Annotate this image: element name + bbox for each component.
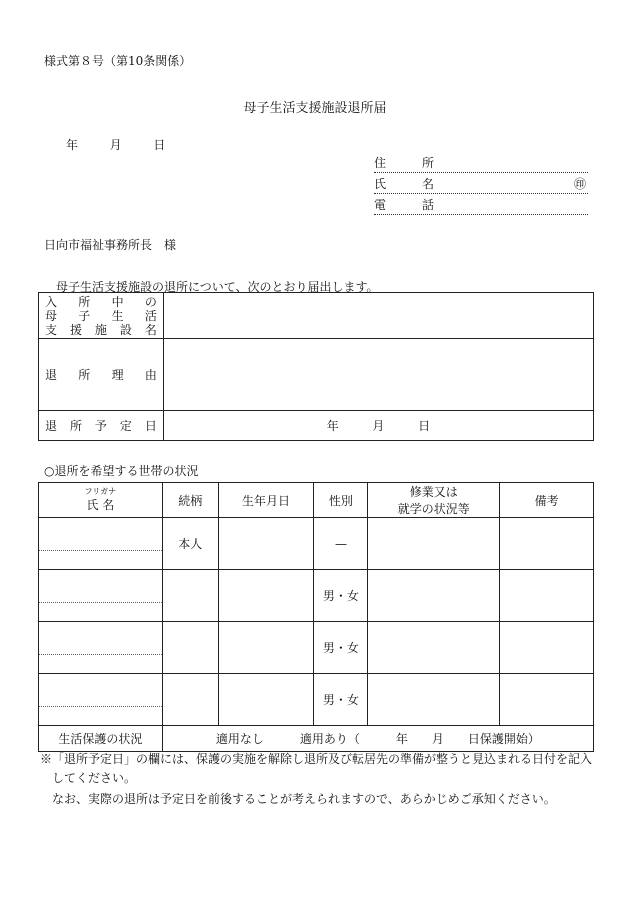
table-row — [39, 622, 594, 674]
address-label-1: 住 — [374, 156, 387, 170]
label-char: 子 — [78, 308, 91, 323]
label-char: 所 — [78, 294, 91, 309]
welfare-options[interactable]: 適用なし 適用あり（ 年 月 日保護開始） — [162, 726, 593, 752]
reason-label — [39, 339, 164, 411]
label-char: 援 — [69, 322, 82, 337]
birthdate-cell[interactable] — [218, 674, 314, 726]
sex-cell[interactable]: 男・女 — [314, 570, 368, 622]
label-char: 所 — [69, 418, 82, 433]
note-1-line-1: ※「退所予定日」の欄には、保護の実施を解除し退所及び転居先の準備が整うと見込まれる日付を記入 — [40, 752, 593, 766]
note-2: なお、実際の退所は予定日を前後することが考えられますので、あらかじめご承知ください。 — [52, 792, 556, 806]
name-label-2: 名 — [422, 177, 435, 191]
submission-date — [66, 136, 165, 153]
planned-month: 月 — [372, 419, 385, 433]
label-char: 由 — [144, 367, 157, 382]
reason-input[interactable] — [163, 339, 593, 411]
sex-cell: — — [314, 518, 368, 570]
label-char: 名 — [144, 322, 157, 337]
sex-cell[interactable]: 男・女 — [314, 622, 368, 674]
document-title: 母子生活支援施設退所届 — [243, 101, 387, 116]
facility-table — [38, 292, 594, 441]
birthdate-cell[interactable] — [218, 622, 314, 674]
intro-text: 母子生活支援施設の退所について、次のとおり届出します。 — [56, 280, 379, 294]
name-cell[interactable] — [39, 570, 163, 622]
name-cell[interactable] — [39, 622, 163, 674]
study-line-2: 就学の状況等 — [397, 502, 470, 516]
recipient: 日向市福祉事務所長 様 — [44, 238, 177, 252]
label-char: 入 — [45, 294, 58, 309]
address-label-2: 所 — [422, 156, 435, 170]
welfare-row — [39, 726, 594, 752]
facility-label-line-1 — [39, 295, 163, 309]
label-char: 生 — [111, 308, 124, 323]
label-char: 所 — [78, 367, 91, 382]
header-sex: 性別 — [314, 483, 368, 518]
label-char: 日 — [144, 418, 157, 433]
date-month: 月 — [109, 138, 122, 152]
label-char: 活 — [144, 308, 157, 323]
remarks-cell[interactable] — [500, 674, 594, 726]
reason-label-text — [39, 368, 163, 382]
planned-date-label — [39, 411, 164, 441]
name-label-1: 氏 — [374, 177, 387, 191]
table-row — [39, 674, 594, 726]
sex-cell[interactable]: 男・女 — [314, 674, 368, 726]
household-heading: ○退所を希望する世帯の状況 — [44, 464, 199, 478]
phone-label-2: 話 — [422, 198, 435, 212]
household-header-row — [39, 483, 594, 518]
label-char: 退 — [45, 367, 58, 382]
header-study — [368, 483, 500, 518]
remarks-cell[interactable] — [500, 622, 594, 674]
relation-cell[interactable] — [162, 622, 218, 674]
table-row — [39, 570, 594, 622]
label-char: 退 — [45, 418, 58, 433]
facility-name-input[interactable] — [163, 293, 593, 339]
facility-label-line-2 — [39, 309, 163, 323]
birthdate-cell[interactable] — [218, 518, 314, 570]
note-1-line-2: してください。 — [52, 771, 137, 785]
label-char: 母 — [45, 308, 58, 323]
study-cell[interactable] — [368, 570, 500, 622]
label-char: 施 — [94, 322, 107, 337]
date-day: 日 — [153, 138, 166, 152]
label-char: 中 — [111, 294, 124, 309]
date-year: 年 — [66, 138, 79, 152]
label-char: 定 — [119, 418, 132, 433]
planned-date-label-text — [39, 419, 163, 433]
label-char: 設 — [119, 322, 132, 337]
study-cell[interactable] — [368, 622, 500, 674]
study-line-1: 修業又は — [409, 485, 458, 499]
label-char: の — [144, 294, 157, 309]
facility-label-line-3 — [39, 323, 163, 337]
study-cell[interactable] — [368, 518, 500, 570]
label-char: 予 — [94, 418, 107, 433]
header-remarks: 備考 — [500, 483, 594, 518]
name-cell[interactable] — [39, 518, 163, 570]
relation-cell: 本人 — [162, 518, 218, 570]
applicant-name-field[interactable] — [374, 175, 588, 194]
relation-cell[interactable] — [162, 570, 218, 622]
applicant-address-field[interactable] — [374, 154, 588, 173]
planned-year: 年 — [326, 419, 339, 433]
label-char: 支 — [45, 322, 58, 337]
welfare-label: 生活保護の状況 — [39, 726, 163, 752]
remarks-cell[interactable] — [500, 570, 594, 622]
name-label: 氏 名 — [86, 498, 115, 512]
household-table — [38, 482, 594, 752]
header-relation: 続柄 — [162, 483, 218, 518]
planned-day: 日 — [418, 419, 431, 433]
table-row — [39, 518, 594, 570]
planned-date-input[interactable] — [163, 411, 593, 441]
form-number: 様式第８号（第10条関係） — [44, 54, 192, 68]
header-name — [39, 483, 163, 518]
header-birthdate: 生年月日 — [218, 483, 314, 518]
phone-label-1: 電 — [374, 198, 387, 212]
label-char: 理 — [111, 367, 124, 382]
applicant-phone-field[interactable] — [374, 196, 588, 215]
facility-name-label — [39, 293, 164, 339]
study-cell[interactable] — [368, 674, 500, 726]
seal-mark: ㊞ — [573, 177, 586, 191]
relation-cell[interactable] — [162, 674, 218, 726]
furigana-label: フリガナ — [84, 487, 117, 496]
name-cell[interactable] — [39, 674, 163, 726]
birthdate-cell[interactable] — [218, 570, 314, 622]
remarks-cell[interactable] — [500, 518, 594, 570]
